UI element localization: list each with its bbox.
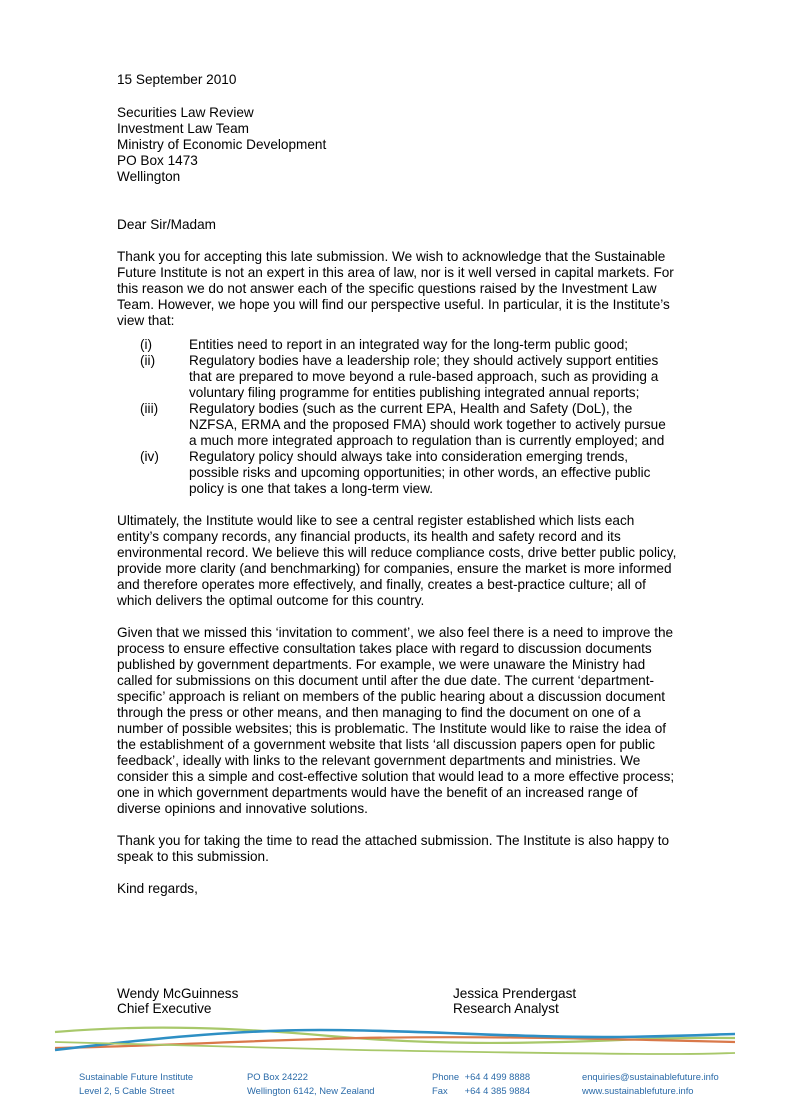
signatory-right	[453, 986, 576, 1016]
letter-body	[117, 72, 677, 913]
footer-org-column	[79, 1070, 193, 1098]
closing: Kind regards,	[117, 881, 198, 896]
list-item	[140, 337, 677, 353]
fax-label: Fax	[432, 1085, 448, 1096]
signatory-title: Research Analyst	[453, 1001, 559, 1016]
points-list	[140, 337, 677, 497]
intro-paragraph: Thank you for accepting this late submission. We wish to acknowledge that the Sustainable Future Institute is not an expert in this area of law, nor is it well versed in capital markets. For this reason we do not answer each of the specific questions raised by the Investment Law Team. However, we hope you will find our perspective useful. In particular, it is the Institute’s view that:	[117, 249, 674, 328]
address-line: PO Box 1473	[117, 153, 198, 168]
signatory-name: Wendy McGuinness	[117, 986, 239, 1001]
list-item-number: (iii)	[140, 401, 159, 416]
recipient-address	[117, 105, 677, 185]
footer-org: Sustainable Future Institute	[79, 1071, 194, 1082]
letterhead-footer	[0, 1070, 786, 1106]
consultation-paragraph: Given that we missed this ‘invitation to comment’, we also feel there is a need to improve the process to ensure effective consultation takes place with regard to discussion documents published by government departments. For example, we were unaware the Ministry had called for submissions on this document until after the due date. The current ‘department-specific’ approach is reliant on members of the public hearing about a discussion document through the press or other means, and then managing to find the document on one of a number of possible websites; this is problematic. The Institute would like to raise the idea of the establishment of a government website that lists ‘all discussion papers open for public feedback’, ideally with links to the relevant government departments and ministries. We consider this a simple and cost-effective solution that would lead to a more effective process; one in which government departments would have the benefit of an increased range of diverse opinions and innovative solutions.	[117, 625, 675, 816]
footer-contact-column	[582, 1070, 719, 1098]
signatory-left	[117, 986, 238, 1016]
letter-date: 15 September 2010	[117, 72, 237, 87]
list-item	[140, 353, 677, 401]
green-wave-line-lower	[55, 1042, 735, 1054]
address-line: Securities Law Review	[117, 105, 254, 120]
footer-street: Level 2, 5 Cable Street	[79, 1085, 175, 1096]
list-item	[140, 449, 677, 497]
salutation: Dear Sir/Madam	[117, 217, 216, 232]
list-item-text: Regulatory bodies (such as the current EPA, Health and Safety (DoL), the NZFSA, ERMA and the proposed FMA) should work together to actively pursue a much more integrated approach to regulation than is currently employed; and	[189, 401, 666, 448]
list-item-number: (i)	[140, 337, 153, 352]
address-line: Investment Law Team	[117, 121, 249, 136]
phone-number: +64 4 499 8888	[464, 1071, 531, 1082]
phone-label: Phone	[432, 1071, 460, 1082]
register-paragraph: Ultimately, the Institute would like to see a central register established which lists each entity’s company records, any financial products, its health and safety record and its environmental record. We believe this will reduce compliance costs, drive better public policy, provide more clarity (and benchmarking) for companies, ensure the market is more informed and therefore operates more effectively, and finally, creates a best-practice culture; all of which delivers the optimal outcome for this country.	[117, 513, 677, 608]
list-item-text: Regulatory bodies have a leadership role; they should actively support entities that are prepared to move beyond a rule-based approach, such as providing a voluntary filing programme for entities publishing integrated annual reports;	[189, 353, 659, 400]
list-item-text: Regulatory policy should always take into consideration emerging trends, possible risks and upcoming opportunities; in other words, an effective public policy is one that takes a long-term view.	[189, 449, 651, 496]
footer-postal-column	[247, 1070, 375, 1098]
list-item-text: Entities need to report in an integrated way for the long-term public good;	[189, 337, 629, 352]
list-item-number: (iv)	[140, 449, 159, 464]
fax-number: +64 4 385 9884	[464, 1085, 531, 1096]
signatory-title: Chief Executive	[117, 1001, 212, 1016]
footer-city: Wellington 6142, New Zealand	[247, 1085, 375, 1096]
list-item	[140, 401, 677, 449]
list-item-number: (ii)	[140, 353, 156, 368]
footer-email[interactable]: enquiries@sustainablefuture.info	[582, 1071, 719, 1082]
footer-pobox: PO Box 24222	[247, 1071, 308, 1082]
thanks-paragraph: Thank you for taking the time to read the attached submission. The Institute is also happy to speak to this submission.	[117, 833, 670, 864]
footer-website[interactable]: www.sustainablefuture.info	[582, 1085, 694, 1096]
address-line: Wellington	[117, 169, 181, 184]
address-line: Ministry of Economic Development	[117, 137, 327, 152]
signatory-name: Jessica Prendergast	[453, 986, 577, 1001]
signature-block	[117, 986, 677, 1020]
footer-phone-column	[432, 1070, 530, 1098]
decorative-waves	[0, 1020, 786, 1064]
